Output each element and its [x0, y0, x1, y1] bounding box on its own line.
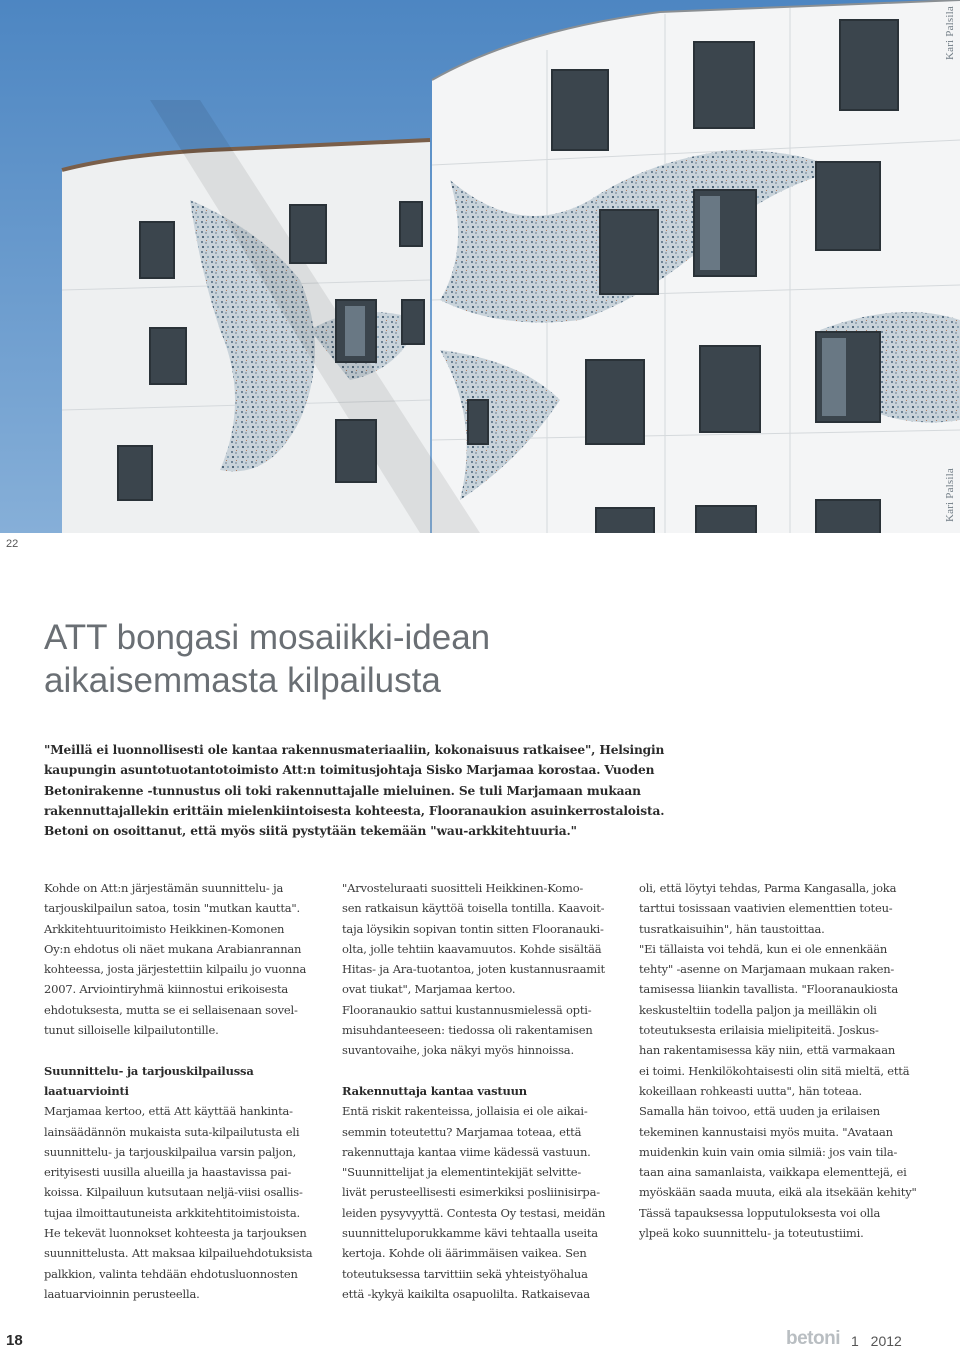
- text-line: myöskään saada muuta, eikä ala itsekään kehity": [639, 1185, 917, 1200]
- title-line-2: aikaisemmasta kilpailusta: [44, 661, 441, 700]
- text-line: toteutuksesta erilaisia mielipiteitä. Joskus-: [639, 1023, 879, 1038]
- text-line: suunnitteluporukkamme kävi tehtaalla useita: [342, 1226, 598, 1241]
- article-title: [44, 616, 744, 702]
- subheading: Suunnittelu- ja tarjouskilpailussa: [44, 1063, 254, 1078]
- text-line: leiden pysyvyyttä. Contesta Oy testasi, meidän: [342, 1205, 606, 1220]
- text-line: palkkion, valinta tehdään ehdotusluonnosten: [44, 1266, 298, 1281]
- text-line: "Ei tällaista voi tehdä, kun ei ole ennenkään: [639, 941, 888, 956]
- text-line: misuhdanteeseen: tiedossa oli rakentamisen: [342, 1023, 593, 1038]
- text-line: tunut silloiselle kilpailutontille.: [44, 1023, 219, 1038]
- text-line: Kohde on Att:n järjestämän suunnittelu- ja: [44, 881, 284, 895]
- text-line: keskusteltiin todella paljon ja meilläkin oli: [639, 1002, 877, 1017]
- text-line: muidenkin kuin vain omia silmiä: jos vain tila-: [639, 1144, 898, 1159]
- text-line: livät perusteellisesti esimerkiksi posliinisirpa-: [342, 1185, 600, 1200]
- text-line: "Suunnittelijat ja elementintekijät selvitte-: [342, 1165, 582, 1180]
- text-line: tujaa ilmoittautuneista arkkitehtitoimistoista.: [44, 1205, 300, 1220]
- text-line: suunnittelusta. Att maksaa kilpailuehdotuksista: [44, 1246, 313, 1261]
- body-column-3: [639, 878, 917, 1243]
- issue-number: 1 2012: [851, 1333, 902, 1349]
- body-column-1: [44, 878, 319, 1304]
- text-line: tarttui tosissaan vaativien elementtien toteu-: [639, 901, 893, 916]
- lead-line: Betonirakenne -tunnustus oli toki rakennuttajalle mieluinen. Se tuli Marjamaan mukaan: [44, 783, 641, 798]
- text-line: Samalla hän toivoo, että uuden ja erilaisen: [639, 1104, 880, 1119]
- page-number: 18: [6, 1332, 23, 1349]
- text-line: suunnittelu- ja tarjouskilpailua varsin paljon,: [44, 1144, 297, 1159]
- text-line: että -kykyä kaikilta osapuolilta. Ratkaisevaa: [342, 1286, 590, 1301]
- text-line: ylpeä koko suunnittelu- ja toteutustiimi.: [639, 1226, 864, 1241]
- text-line: tarjouskilpailun satoa, tosin "mutkan kautta".: [44, 901, 300, 916]
- photo-credit-bottom: Kari Palsila: [944, 468, 956, 523]
- text-line: kokeillaan rohkeasti uutta", hän toteaa.: [639, 1083, 862, 1098]
- text-line: taja löysikin sopivan tontin sitten Flooranauki-: [342, 921, 604, 936]
- text-line: taan aina samanlaista, vaikkapa elementtejä, ei: [639, 1165, 907, 1180]
- lead-line: kaupungin asuntotuotantotoimisto Att:n toimitusjohtaja Sisko Marjamaa korostaa. Vuoden: [44, 763, 655, 778]
- text-line: rakennuttaja kantaa viime kädessä vastuun.: [342, 1144, 591, 1159]
- text-line: tusratkaisuihin", hän taustoittaa.: [639, 921, 825, 936]
- text-line: ei toimi. Henkilökohtaisesti olin sitä mieltä, että: [639, 1063, 910, 1078]
- text-line: han rakentamisessa käy niin, että varmakaan: [639, 1043, 896, 1058]
- text-line: Entä riskit rakenteissa, jollaisia ei ole aikai-: [342, 1104, 588, 1119]
- subheading: laatuarviointi: [44, 1083, 129, 1098]
- text-line: oli, että löytyi tehdas, Parma Kangasalla, joka: [639, 881, 897, 895]
- text-line: Tässä tapauksessa lopputuloksesta voi olla: [639, 1205, 881, 1220]
- body-column-2: [342, 878, 617, 1304]
- text-line: "Arvosteluraati suositteli Heikkinen-Komo-: [342, 881, 584, 895]
- subheading: Rakennuttaja kantaa vastuun: [342, 1083, 527, 1098]
- caption-number: 22: [6, 538, 19, 550]
- text-line: erityisesti uusilla alueilla ja haastavissa pai-: [44, 1165, 292, 1180]
- lead-line: "Meillä ei luonnollisesti ole kantaa rakennusmateriaaliin, kokonaisuus ratkaisee", Helsingin: [44, 743, 665, 757]
- building-photo: [0, 0, 960, 533]
- text-line: olta, jolle tehtiin kaavamuutos. Kohde sisältää: [342, 941, 602, 956]
- title-line-1: ATT bongasi mosaiikki-idean: [44, 618, 491, 657]
- text-line: tamisessa liiankin tavallista. "Flooranaukiosta: [639, 982, 899, 997]
- magazine-logo: betoni: [786, 1328, 840, 1349]
- text-line: toteutuksessa tarvittiin sekä yhteistyöhalua: [342, 1266, 588, 1281]
- text-line: Flooranaukio sattui kustannusmielessä opti-: [342, 1002, 592, 1017]
- facade-illustration: [0, 0, 960, 533]
- text-line: Hitas- ja Ara-tuotantoa, joten kustannusraamit: [342, 962, 605, 977]
- lead-line: rakennuttajallekin erittäin mielenkiintoisesta kohteesta, Flooranaukion asuinkerrostaloista.: [44, 803, 665, 818]
- text-line: semmin toteutettu? Marjamaa toteaa, että: [342, 1124, 582, 1139]
- lead-line: Betoni on osoittanut, että myös siitä pystytään tekemään "wau-arkkitehtuuria.": [44, 824, 577, 839]
- text-line: ehdotuksesta, mutta se ei sellaisenaan sovel-: [44, 1002, 298, 1017]
- text-line: kertoja. Kohde oli äärimmäisen vaikea. Sen: [342, 1246, 587, 1261]
- text-line: Arkkitehtuuritoimisto Heikkinen-Komonen: [44, 921, 285, 936]
- text-line: He tekevät luonnokset kohteesta ja tarjouksen: [44, 1226, 307, 1241]
- text-line: lainsäädännön mukaista suta-kilpailutusta eli: [44, 1124, 300, 1139]
- text-line: Marjamaa kertoo, että Att käyttää hankinta-: [44, 1104, 293, 1119]
- text-line: suvantovaihe, joka näkyi myös hinnoissa.: [342, 1043, 574, 1058]
- text-line: koissa. Kilpailuun kutsutaan neljä-viisi osallis-: [44, 1185, 303, 1200]
- photo-credit-top: Kari Palsila: [944, 6, 956, 61]
- lead-paragraph: [44, 740, 665, 841]
- text-line: Oy:n ehdotus oli näet mukana Arabianrannan: [44, 941, 302, 956]
- text-line: ovat tiukat", Marjamaa kertoo.: [342, 982, 516, 997]
- text-line: 2007. Arviointiryhmä kiinnostui erikoisesta: [44, 982, 289, 997]
- text-line: kohteessa, josta järjestettiin kilpailu jo vuonna: [44, 962, 307, 977]
- text-line: tehty" -asenne on Marjamaan mukaan raken-: [639, 962, 895, 977]
- text-line: sen ratkaisun käyttöä toisella tontilla. Kaavoit-: [342, 901, 605, 916]
- text-line: laatuarvioinnin perusteella.: [44, 1286, 200, 1301]
- text-line: tekeminen kannustaisi myös muita. "Avataan: [639, 1124, 893, 1139]
